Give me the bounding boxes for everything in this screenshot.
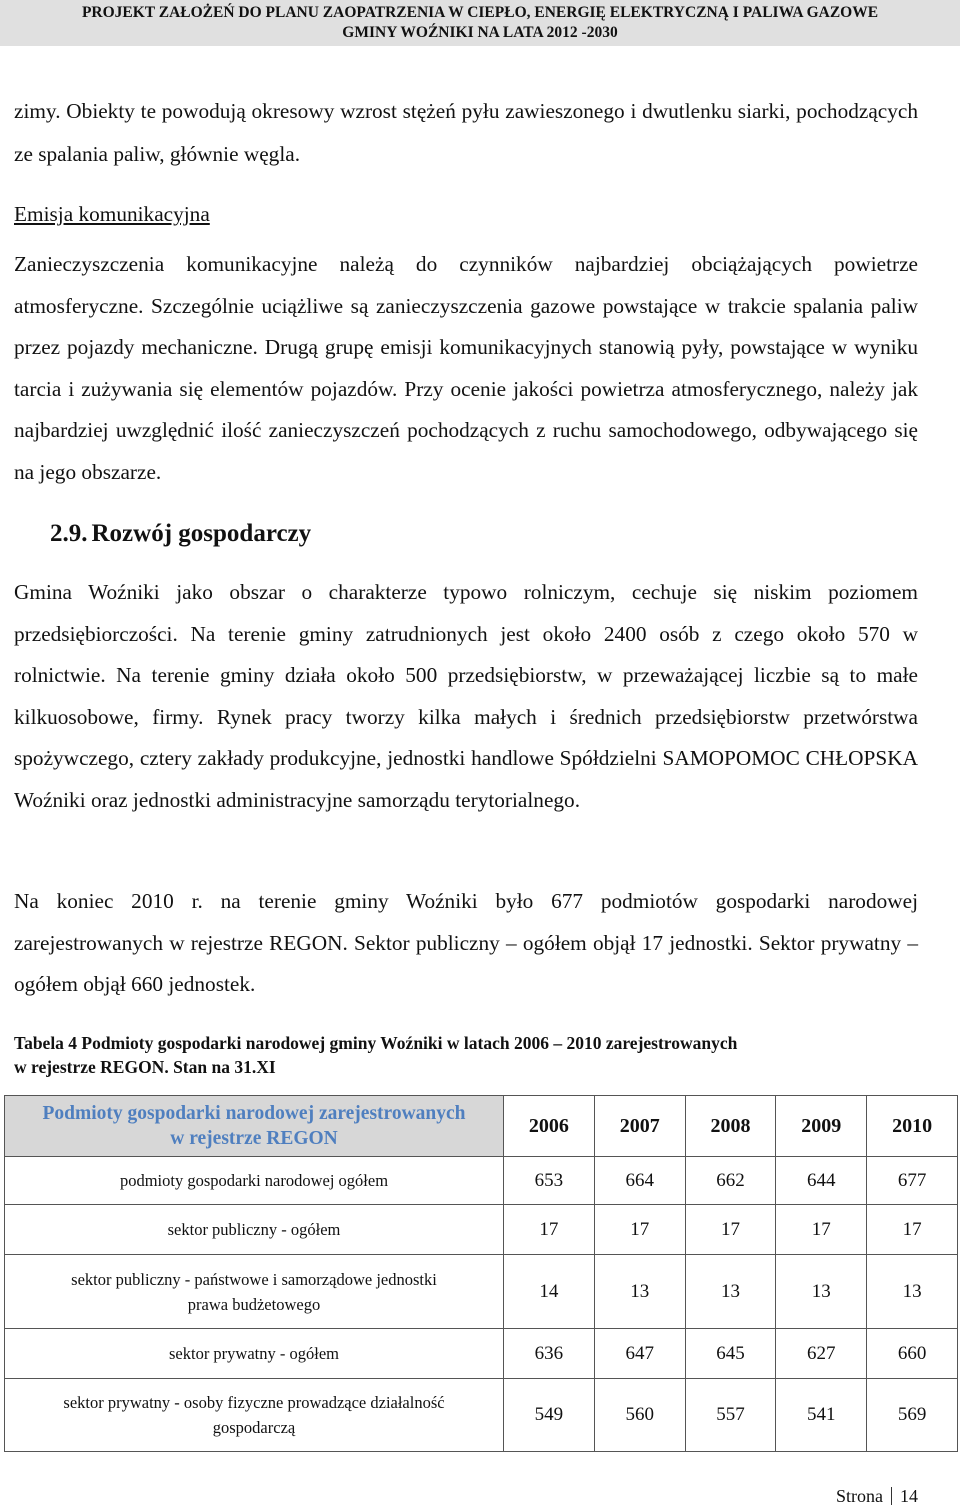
- row-label-line-2: prawa budżetowego: [187, 1294, 321, 1314]
- section-title: Rozwój gospodarczy: [91, 520, 312, 547]
- regon-table: [4, 1095, 958, 1452]
- row-label: [5, 1157, 504, 1205]
- intro-paragraph: zimy. Obiekty te powodują okresowy wzrost stężeń pyłu zawieszonego i dwutlenku siarki, pochodzących ze spalania paliw, głównie węgla.: [14, 99, 918, 166]
- year-header: 2006: [504, 1096, 595, 1157]
- table-cell: 627: [776, 1329, 867, 1379]
- table-header-label: [5, 1096, 504, 1157]
- emisja-paragraph: Zanieczyszczenia komunikacyjne należą do czynników najbardziej obciążających powietrze atmosferyczne. Szczególnie uciążliwe są zanieczyszczenia gazowe powstające w trakcie spalania paliw przez pojazdy mechaniczne. Drugą grupę emisji komunikacyjnych stanowią pyły, powstające w wyniku tarcia i zużywania się elementów pojazdów. Przy ocenie jakości powietrza atmosferycznego, należy jak najbardziej uwzględnić ilość zanieczyszczeń pochodzących z ruchu samochodowego, odbywającego się na jego obszarze.: [14, 252, 918, 484]
- row-label-line-1: sektor publiczny - państwowe i samorządowe jednostki: [71, 1269, 437, 1289]
- table-header-label-line-2: w rejestrze REGON: [170, 1128, 338, 1149]
- table-row: [5, 1157, 958, 1205]
- table-row: [5, 1255, 958, 1329]
- page-header: [0, 0, 960, 46]
- table-cell: 662: [685, 1157, 776, 1205]
- year-header: 2008: [685, 1096, 776, 1157]
- table-cell: 647: [594, 1329, 685, 1379]
- table-cell: 549: [504, 1379, 595, 1452]
- table-cell: 569: [867, 1379, 958, 1452]
- table-cell: 645: [685, 1329, 776, 1379]
- table-cell: 13: [867, 1255, 958, 1329]
- table-cell: 17: [594, 1205, 685, 1255]
- table-cell: 660: [867, 1329, 958, 1379]
- table-cell: 14: [504, 1255, 595, 1329]
- table-cell: 17: [867, 1205, 958, 1255]
- table-cell: 17: [504, 1205, 595, 1255]
- table-caption-line-1: Tabela 4 Podmioty gospodarki narodowej gminy Woźniki w latach 2006 – 2010 zarejestrowanych: [14, 1033, 738, 1053]
- year-header: 2009: [776, 1096, 867, 1157]
- table-row: [5, 1205, 958, 1255]
- table-caption-line-2: w rejestrze REGON. Stan na 31.XI: [14, 1057, 276, 1077]
- table-caption: [14, 1031, 934, 1079]
- table-cell: 557: [685, 1379, 776, 1452]
- section-heading: [50, 514, 311, 554]
- row-label-line-1: podmioty gospodarki narodowej ogółem: [119, 1171, 389, 1190]
- table-row: [5, 1329, 958, 1379]
- table-row: [5, 1379, 958, 1452]
- table-cell: 664: [594, 1157, 685, 1205]
- footer-label: Strona: [836, 1486, 883, 1506]
- table-cell: 677: [867, 1157, 958, 1205]
- emisja-heading: Emisja komunikacyjna: [14, 202, 210, 226]
- table-cell: 13: [594, 1255, 685, 1329]
- table-cell: 17: [776, 1205, 867, 1255]
- table-header-row: [5, 1096, 958, 1157]
- table-cell: 17: [685, 1205, 776, 1255]
- year-header: 2007: [594, 1096, 685, 1157]
- row-label-line-1: sektor prywatny - osoby fizyczne prowadzące działalność: [63, 1393, 445, 1412]
- section-number: 2.9.: [50, 520, 88, 547]
- page-footer: [836, 1486, 918, 1506]
- table-cell: 653: [504, 1157, 595, 1205]
- row-label-line-1: sektor publiczny - ogółem: [167, 1220, 341, 1239]
- rozwoj-paragraph: Gmina Woźniki jako obszar o charakterze typowo rolniczym, cechuje się niskim poziomem przedsiębiorczości. Na terenie gminy zatrudnionych jest około 2400 osób z czego około 570 w rolnictwie. Na terenie gminy działa około 500 przedsiębiorstw, w przeważającej liczbie są to małe kilkuosobowe, firmy. Rynek pracy tworzy kilka małych i średnich przedsiębiorstw przetwórstwa spożywczego, cztery zakłady produkcyjne, jednostki handlowe Spółdzielni SAMOPOMOC CHŁOPSKA Woźniki oraz jednostki administracyjne samorządu terytorialnego.: [14, 580, 918, 812]
- table-header-label-line-1: Podmioty gospodarki narodowej zarejestrowanych: [42, 1103, 466, 1124]
- row-label: [5, 1205, 504, 1255]
- table-cell: 13: [776, 1255, 867, 1329]
- table-cell: 13: [685, 1255, 776, 1329]
- table-cell: 644: [776, 1157, 867, 1205]
- footer-separator: [891, 1487, 892, 1505]
- row-label: [5, 1329, 504, 1379]
- row-label: [5, 1255, 504, 1329]
- row-label: [5, 1379, 504, 1452]
- page-number: 14: [900, 1486, 918, 1506]
- header-line-1: PROJEKT ZAŁOŻEŃ DO PLANU ZAOPATRZENIA W CIEPŁO, ENERGIĘ ELEKTRYCZNĄ I PALIWA GAZOWE: [81, 4, 879, 21]
- table-cell: 636: [504, 1329, 595, 1379]
- row-label-line-1: sektor prywatny - ogółem: [168, 1344, 339, 1363]
- table-cell: 541: [776, 1379, 867, 1452]
- header-line-2: GMINY WOŹNIKI NA LATA 2012 -2030: [342, 24, 618, 41]
- summary-paragraph: Na koniec 2010 r. na terenie gminy Woźniki było 677 podmiotów gospodarki narodowej zarejestrowanych w rejestrze REGON. Sektor publiczny – ogółem objął 17 jednostki. Sektor prywatny – ogółem objął 660 jednostek.: [14, 889, 918, 996]
- table-cell: 560: [594, 1379, 685, 1452]
- year-header: 2010: [867, 1096, 958, 1157]
- row-label-line-2: gospodarczą: [212, 1418, 296, 1437]
